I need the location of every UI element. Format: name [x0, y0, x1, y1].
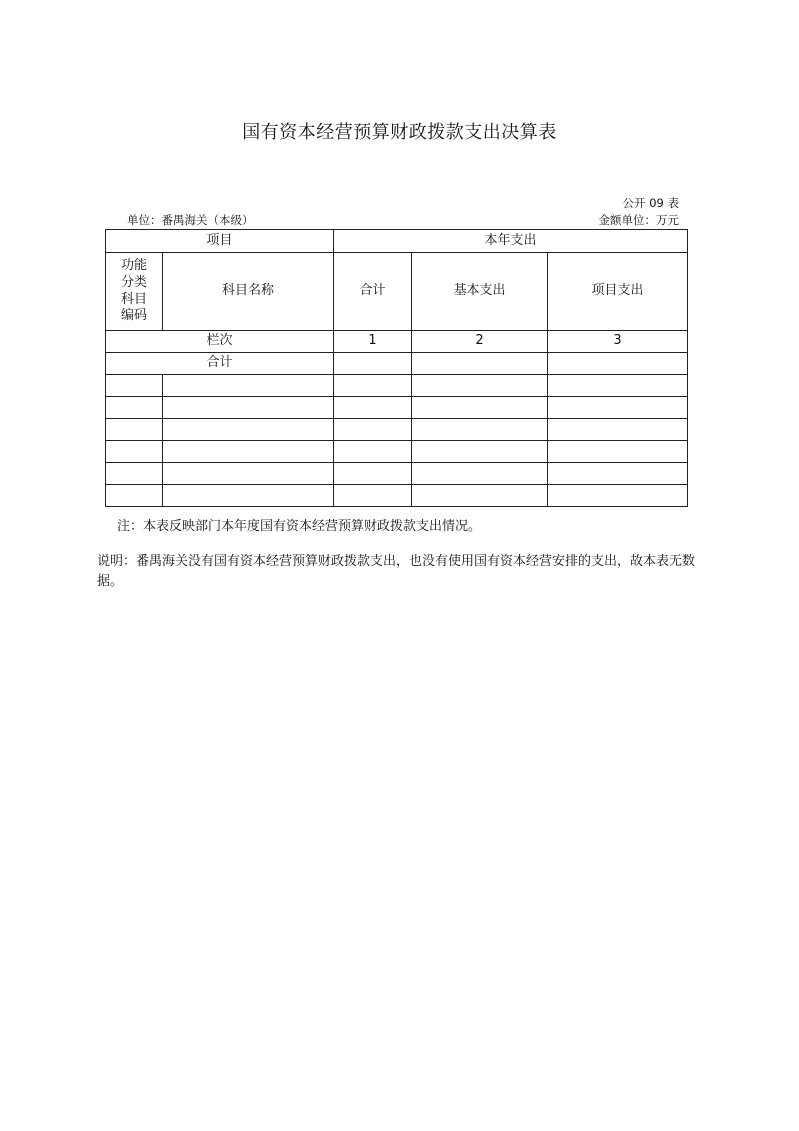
column-index-row [106, 331, 688, 353]
table-row [106, 397, 688, 419]
table-cell [106, 419, 163, 441]
subject-name-header: 科目名称 [163, 253, 334, 331]
description-text: 说明：番禺海关没有国有资本经营预算财政拨款支出，也没有使用国有资本经营安排的支出，故本表无数据。 [97, 554, 696, 589]
table-cell [163, 419, 334, 441]
table-cell [412, 485, 548, 507]
table-cell [163, 463, 334, 485]
total-cell [334, 353, 412, 375]
table-cell [106, 485, 163, 507]
total-row [106, 353, 688, 375]
table-cell [163, 375, 334, 397]
table-cell [106, 441, 163, 463]
current-year-header: 本年支出 [334, 230, 688, 253]
page-title: 国有资本经营预算财政拨款支出决算表 [242, 122, 557, 143]
project-expense-header: 项目支出 [548, 253, 688, 331]
table-row [106, 441, 688, 463]
col-num-2: 2 [412, 331, 548, 353]
item-header: 项目 [106, 230, 334, 253]
table-row [106, 375, 688, 397]
total-cell [412, 353, 548, 375]
table-cell [106, 397, 163, 419]
table-cell [106, 463, 163, 485]
table-cell [334, 375, 412, 397]
col-num-3: 3 [548, 331, 688, 353]
table-cell [334, 463, 412, 485]
budget-table [105, 229, 688, 507]
function-code-header: 功能分类科目编码 [120, 257, 147, 324]
table-row [106, 485, 688, 507]
col-num-1: 1 [334, 331, 412, 353]
table-cell [548, 463, 688, 485]
table-row [106, 463, 688, 485]
function-code-header-cell [106, 253, 163, 331]
table-cell [548, 419, 688, 441]
total-row-label: 合计 [106, 353, 334, 375]
table-cell [334, 397, 412, 419]
table-cell [334, 419, 412, 441]
table-row [106, 419, 688, 441]
table-cell [412, 419, 548, 441]
header-row-2 [106, 253, 688, 331]
table-cell [334, 441, 412, 463]
amount-unit-label: 金额单位：万元 [598, 213, 679, 227]
table-note: 注：本表反映部门本年度国有资本经营预算财政拨款支出情况。 [117, 519, 482, 534]
total-header: 合计 [334, 253, 412, 331]
table-cell [163, 441, 334, 463]
table-cell [412, 463, 548, 485]
table-cell [548, 397, 688, 419]
table-cell [412, 441, 548, 463]
table-cell [106, 375, 163, 397]
table-cell [548, 485, 688, 507]
table-cell [412, 397, 548, 419]
table-cell [163, 397, 334, 419]
column-index-label: 栏次 [106, 331, 334, 353]
unit-label: 单位：番禺海关（本级） [127, 213, 254, 227]
table-cell [548, 375, 688, 397]
table-cell [548, 441, 688, 463]
table-cell [412, 375, 548, 397]
table-code: 公开 09 表 [622, 196, 679, 210]
table-cell [163, 485, 334, 507]
basic-expense-header: 基本支出 [412, 253, 548, 331]
total-cell [548, 353, 688, 375]
table-cell [334, 485, 412, 507]
header-row-1 [106, 230, 688, 253]
